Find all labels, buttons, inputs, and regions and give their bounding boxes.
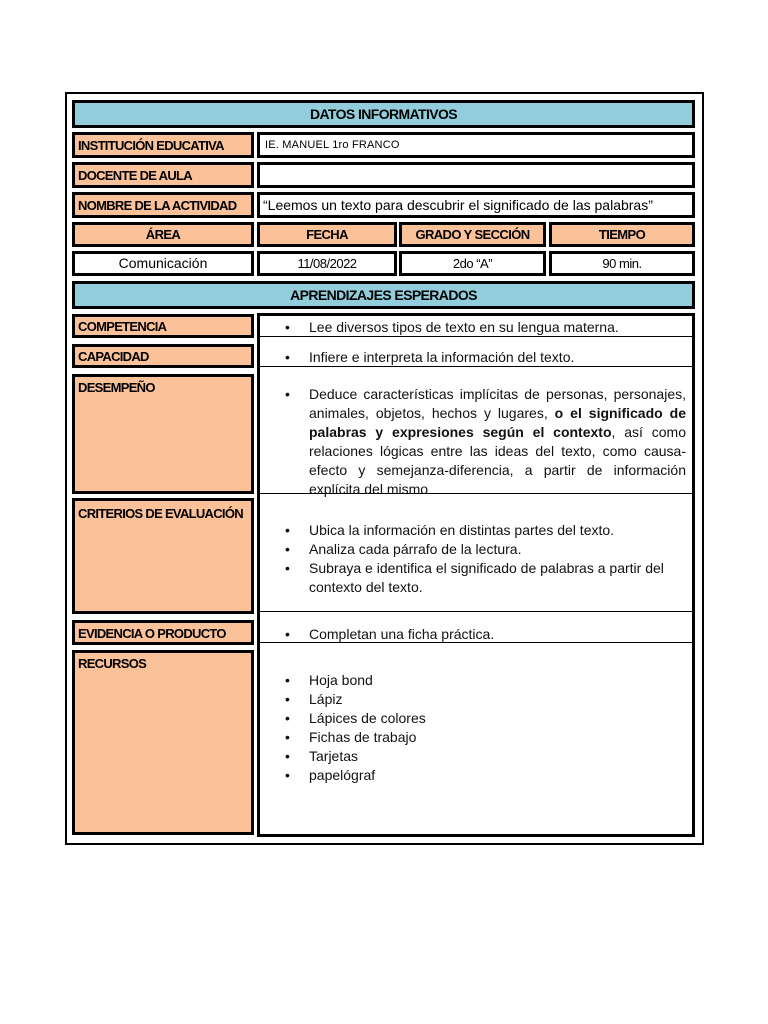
area-value: Comunicación bbox=[72, 251, 254, 276]
recurso-item: • papelógraf bbox=[259, 766, 689, 785]
tiempo-value: 90 min. bbox=[549, 251, 695, 276]
institucion-label: INSTITUCIÓN EDUCATIVA bbox=[72, 132, 254, 158]
recurso-item: • Hoja bond bbox=[259, 671, 689, 690]
area-header: ÁREA bbox=[72, 222, 254, 247]
tiempo-header: TIEMPO bbox=[549, 222, 695, 247]
capacidad-label: CAPACIDAD bbox=[72, 344, 254, 368]
desempeno-bold-text: o el significado de palabras y expresiones según el contexto bbox=[309, 405, 686, 440]
desempeno-text: Deduce características implícitas de personas, personajes, animales, objetos, hechos y lugares, bbox=[309, 386, 686, 421]
recurso-item: • Lápices de colores bbox=[259, 709, 689, 728]
criterio-item: • Analiza cada párrafo de la lectura. bbox=[259, 540, 692, 559]
datos-informativos-header: DATOS INFORMATIVOS bbox=[72, 100, 695, 128]
criterios-list bbox=[259, 521, 692, 597]
criterio-item: • Subraya e identifica el significado de palabras a partir del contexto del texto. bbox=[259, 559, 692, 597]
evidencia-item: • Completan una ficha práctica. bbox=[259, 625, 689, 644]
fecha-header: FECHA bbox=[257, 222, 397, 247]
competencia-label: COMPETENCIA bbox=[72, 314, 254, 338]
competencia-list bbox=[259, 318, 689, 337]
recursos-list bbox=[259, 671, 689, 785]
desempeno-item bbox=[259, 385, 686, 499]
desempeno-text-end: , así como relaciones lógicas entre las ideas del texto, como causa-efecto y semejanza-diferencia, a partir de información explícita del mismo bbox=[309, 424, 686, 497]
recurso-item: • Lápiz bbox=[259, 690, 689, 709]
grado-value: 2do “A” bbox=[399, 251, 546, 276]
divider bbox=[260, 611, 692, 612]
capacidad-list bbox=[259, 348, 689, 367]
grado-header: GRADO Y SECCIÓN bbox=[399, 222, 546, 247]
recursos-label: RECURSOS bbox=[72, 650, 254, 835]
docente-label: DOCENTE DE AULA bbox=[72, 162, 254, 188]
actividad-value: “Leemos un texto para descubrir el significado de las palabras” bbox=[257, 192, 695, 218]
recurso-item: • Fichas de trabajo bbox=[259, 728, 689, 747]
desempeno-label: DESEMPEÑO bbox=[72, 374, 254, 494]
evidencia-label: EVIDENCIA O PRODUCTO bbox=[72, 620, 254, 645]
actividad-label: NOMBRE DE LA ACTIVIDAD bbox=[72, 192, 254, 218]
competencia-item: • Lee diversos tipos de texto en su lengua materna. bbox=[259, 318, 689, 337]
institucion-value: IE. MANUEL 1ro FRANCO bbox=[257, 132, 695, 158]
fecha-value: 11/08/2022 bbox=[257, 251, 397, 276]
desempeno-list bbox=[259, 385, 686, 499]
capacidad-item: • Infiere e interpreta la información del texto. bbox=[259, 348, 689, 367]
criterio-item: • Ubica la información en distintas partes del texto. bbox=[259, 521, 692, 540]
recurso-item: • Tarjetas bbox=[259, 747, 689, 766]
evidencia-list bbox=[259, 625, 689, 644]
docente-value bbox=[257, 162, 695, 188]
criterios-label: CRITERIOS DE EVALUACIÓN bbox=[72, 498, 254, 614]
aprendizajes-header: APRENDIZAJES ESPERADOS bbox=[72, 281, 695, 309]
